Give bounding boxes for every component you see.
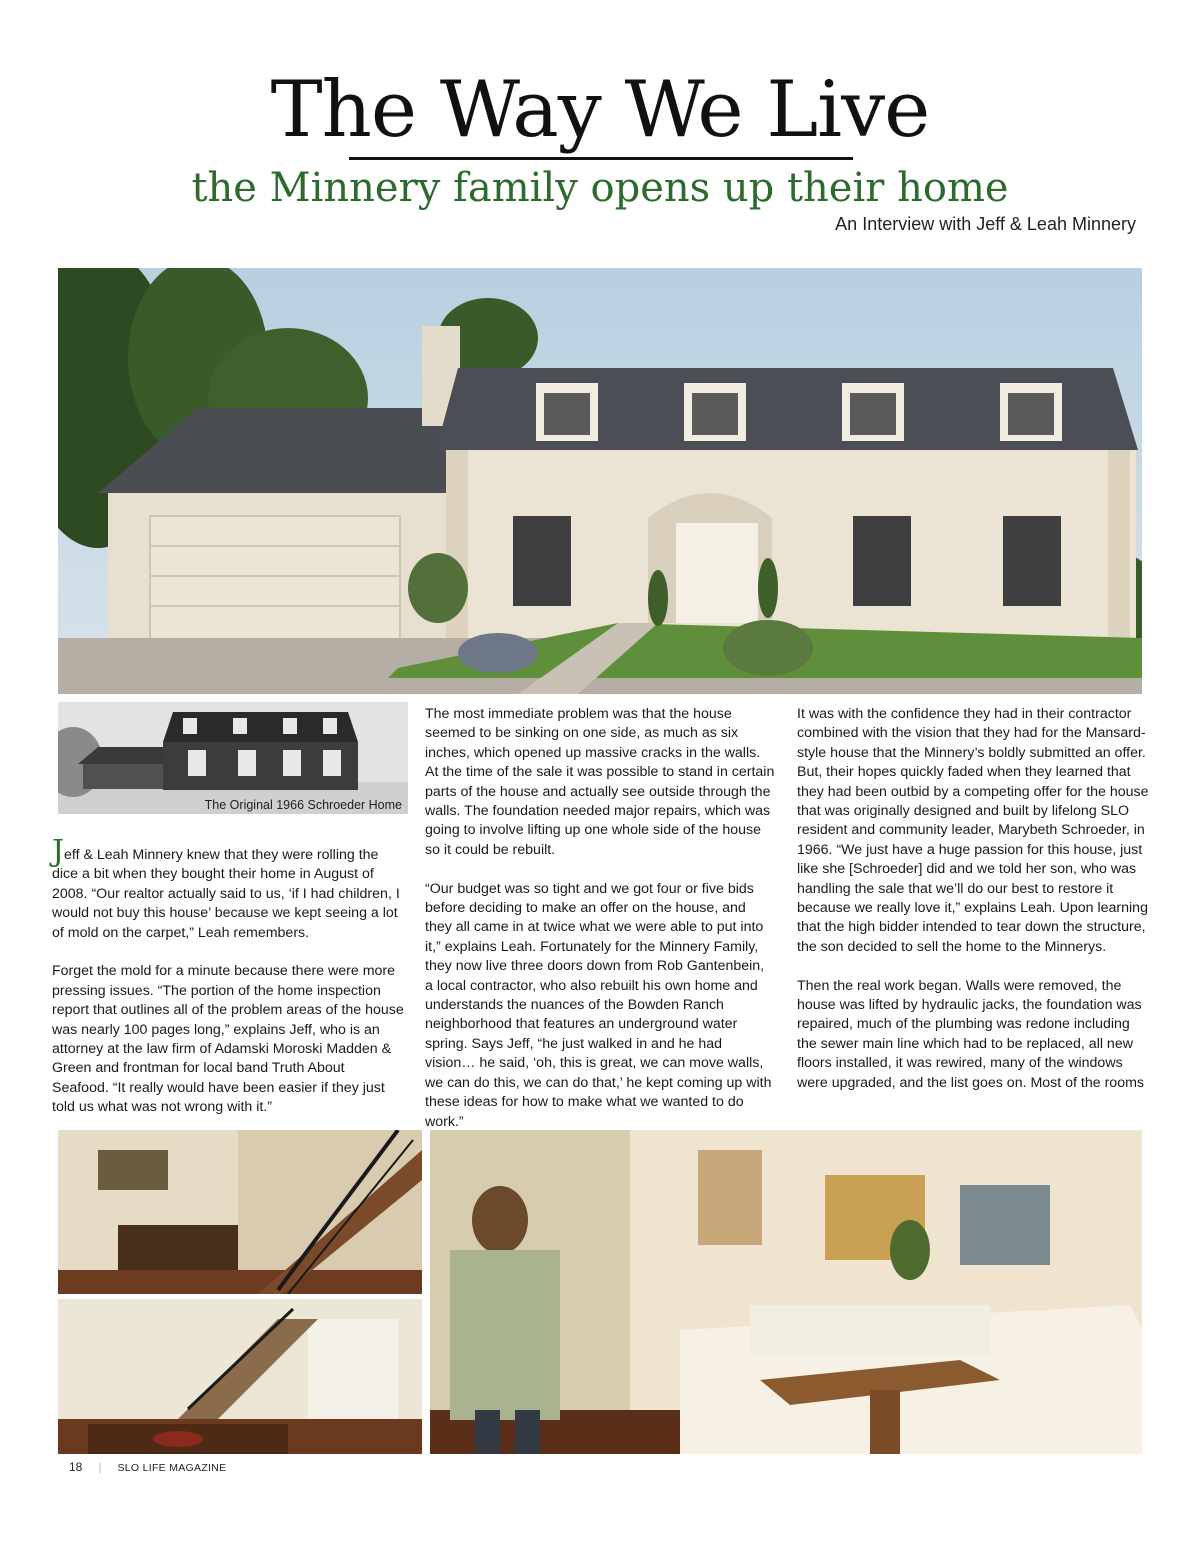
family-kitchen-photo (430, 1130, 1142, 1454)
page-number: 18 (69, 1460, 83, 1474)
staircase-photo (58, 1299, 422, 1454)
folio-divider: | (98, 1460, 102, 1474)
article-paragraph: Then the real work began. Walls were removed, the house was lifted by hydraulic jacks, the foundation was repaired, much of the plumbing was redone including the sewer main line which had to be replaced, all new floors installed, it was rewired, many of the windows were upgraded, and the list goes on. Most of the rooms (797, 977, 1145, 1091)
article-paragraph: The most immediate problem was that the house seemed to be sinking on one side, as much as six inches, which opened up massive cracks in the walls. At the time of the sale it was possible to stand in certain parts of the house and actually see outside through the walls. The foundation needed major repairs, which was going to involve lifting up one whole side of the house so it could be rebuilt. (425, 706, 775, 858)
article-column-2 (425, 705, 775, 1132)
article-paragraph: Jeff & Leah Minnery knew that they were rolling the dice a bit when they bought their home in August of 2008. “Our realtor actually said to us, ‘if I had children, I would not buy this house’ because we kept seeing a lot of mold on the carpet,” Leah remembers. (52, 834, 400, 941)
byline: An Interview with Jeff & Leah Minnery (835, 214, 1136, 234)
original-house-caption: The Original 1966 Schroeder Home (204, 798, 402, 812)
house-exterior-photo (58, 268, 1142, 694)
article-column-3 (797, 705, 1149, 1093)
page-subtitle: the Minnery family opens up their home (191, 165, 1009, 211)
article-column-1 (52, 834, 404, 1118)
article-paragraph: Forget the mold for a minute because there were more pressing issues. “The portion of the home inspection report that outlines all of the problem areas of the house was nearly 100 pages long,” explains Jeff, who is an attorney at the law firm of Adamski Moroski Madden & Green and frontman for local band Truth About Seafood. “It really would have been easier if they just told us what was not wrong with it.” (52, 963, 404, 1116)
page-title: The Way We Live (270, 65, 930, 155)
dining-room-photo (58, 1130, 422, 1294)
drop-cap: J (52, 834, 65, 869)
magazine-name: SLO LIFE MAGAZINE (117, 1462, 227, 1474)
page-folio (69, 1460, 226, 1474)
article-paragraph: It was with the confidence they had in their contractor combined with the vision that they had for the Mansard-style house that the Minnery’s boldly submitted an offer. But, their hopes quickly faded when they learned that they had been outbid by a competing offer for the house that was originally designed and built by lifelong SLO resident and community leader, Marybeth Schroeder, in 1966. “We just have a huge passion for this house, just like she [Schroeder] did and we told her son, who was handling the sale that we’ll do our best to restore it because we really love it,” explains Leah. Upon learning that the high bidder intended to tear down the structure, the son decided to sell the home to the Minnerys. (797, 706, 1149, 955)
article-paragraph: “Our budget was so tight and we got four or five bids before deciding to make an offer on the house, and they all came in at twice what we were able to put into it,” explains Leah. Fortunately for the Minnery Family, they now live three doors down from Rob Gantenbein, a local contractor, who also rebuilt his own home and understands the nuances of the Bowden Ranch neighborhood that features an underground water spring. Says Jeff, “he just walked in and he had vision… he said, ‘oh, this is great, we can move walls, we can do this, we can do that,’ he kept coming up with these ideas for how to make what we wanted to do work.” (425, 880, 772, 1130)
original-house-photo (58, 702, 408, 814)
